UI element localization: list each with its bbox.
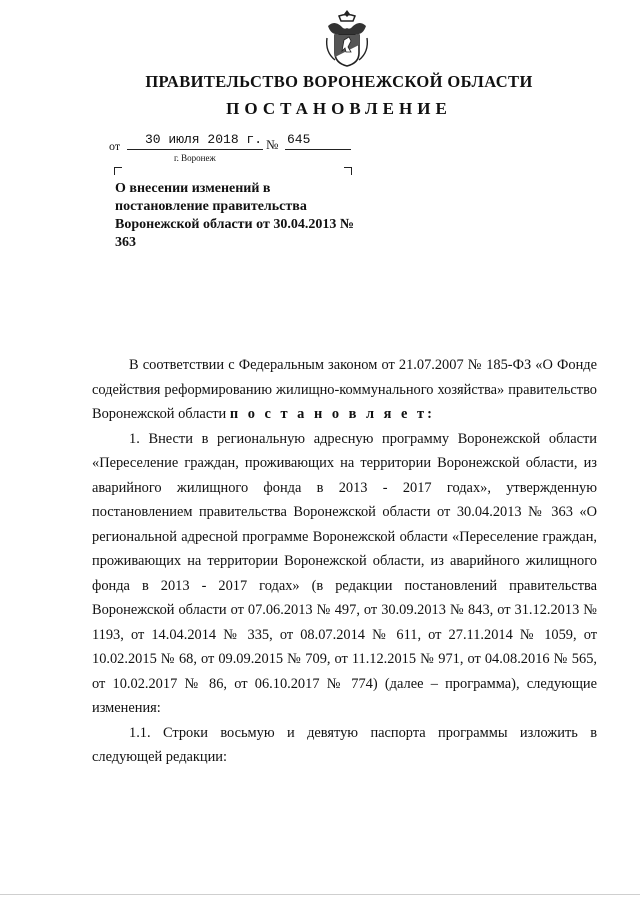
date-prefix: от	[109, 139, 121, 153]
document-number: 645	[287, 132, 311, 147]
number-field	[285, 132, 351, 150]
page-bottom-edge	[0, 894, 640, 895]
item-1-1-paragraph: 1.1. Строки восьмую и девятую паспорта программы изложить в следующей редакции:	[92, 724, 597, 765]
city: г. Воронеж	[174, 153, 216, 163]
preamble-paragraph	[92, 353, 597, 427]
resolves-word: п о с т а н о в л я е т:	[229, 406, 435, 422]
subject-corner-right	[344, 167, 352, 175]
preamble-text: В соответствии с Федеральным законом от 21.07.2007 № 185-ФЗ «О Фонде содействия реформированию жилищно-коммунального хозяйства» правительство Воронежской области	[92, 357, 597, 422]
document-subject: О внесении изменений в постановление правительства Воронежской области от 30.04.2013 № 363	[115, 181, 354, 250]
subject-corner-left	[114, 167, 122, 175]
coat-of-arms-icon	[322, 8, 372, 70]
document-body	[92, 353, 597, 770]
document-date: 30 июля 2018 г.	[145, 132, 263, 147]
date-field	[127, 132, 263, 150]
item-1-paragraph: 1. Внести в региональную адресную программу Воронежской области «Переселение граждан, проживающих на территории Воронежской области, из аварийного жилищного фонда в 2013 - 2017 годах», утвержденную постановлением правительства Воронежской области от 30.04.2013 № 363 «О региональной адресной программе Воронежской области «Переселение граждан, проживающих на территории Воронежской области, из аварийного жилищного фонда в 2013 - 2017 годах» (в редакции постановлений правительства Воронежской области от 07.06.2013 № 497, от 30.09.2013 № 843, от 31.12.2013 № 1193, от 14.04.2014 № 335, от 08.07.2014 № 611, от 27.11.2014 № 1059, от 10.02.2015 № 68, от 09.09.2015 № 709, от 11.12.2015 № 971, от 04.08.2016 № 565, от 10.02.2017 № 86, от 06.10.2017 № 774) (далее – программа), следующие изменения:	[92, 430, 597, 716]
government-title: ПРАВИТЕЛЬСТВО ВОРОНЕЖСКОЙ ОБЛАСТИ	[145, 72, 533, 91]
number-label: №	[266, 137, 279, 152]
document-type: ПОСТАНОВЛЕНИЕ	[226, 99, 452, 118]
